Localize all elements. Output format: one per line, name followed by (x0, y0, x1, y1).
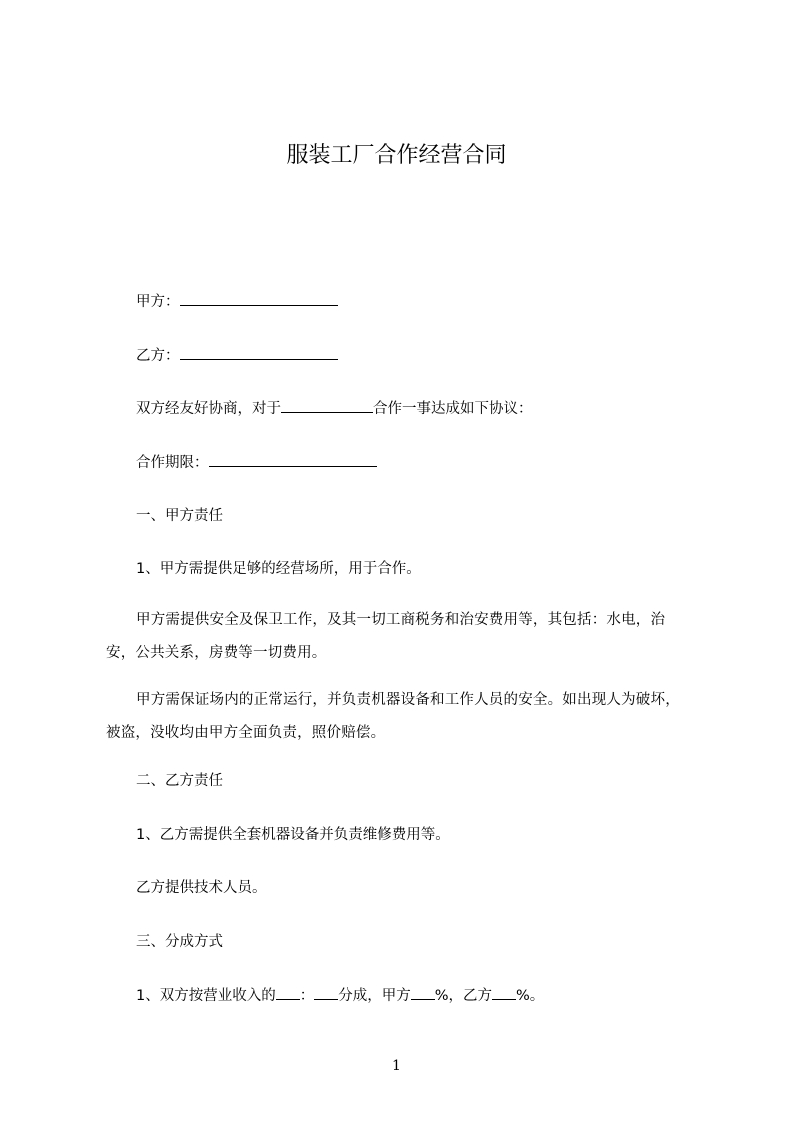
revenue-share-text-a: 1、双方按营业收入的 (136, 988, 276, 1004)
section-1-item-1: 1、甲方需提供足够的经营场所，用于合作。 (136, 561, 421, 577)
section-1-paragraph-2: 甲方需提供安全及保卫工作，及其一切工商税务和治安费用等，其包括：水电，治安，公共关系，房费等一切费用。 (106, 612, 666, 661)
revenue-basis-blank[interactable] (276, 985, 300, 1000)
party-b-percent-blank[interactable] (492, 985, 516, 1000)
section-2-item-2: 乙方提供技术人员。 (136, 880, 267, 896)
section-2-item-1: 1、乙方需提供全套机器设备并负责维修费用等。 (136, 827, 450, 843)
agreement-line (136, 398, 533, 419)
section-3-item-1 (136, 985, 544, 1006)
party-a-label: 甲方： (136, 294, 180, 310)
document-title: 服装工厂合作经营合同 (286, 143, 507, 168)
page-number: 1 (392, 1058, 401, 1074)
revenue-share-text-c: 分成，甲方 (338, 988, 411, 1004)
party-a-line (136, 291, 338, 312)
revenue-share-text-b: ： (299, 988, 315, 1004)
party-a-blank[interactable] (180, 291, 338, 306)
section-2-heading: 二、乙方责任 (136, 773, 223, 789)
party-a-percent-blank[interactable] (411, 985, 435, 1000)
section-3-heading: 三、分成方式 (136, 934, 223, 950)
revenue-share-text-d: %，乙方 (434, 988, 493, 1004)
revenue-split-blank[interactable] (314, 985, 338, 1000)
section-1-paragraph-3: 甲方需保证场内的正常运行，并负责机器设备和工作人员的安全。如出现人为破坏，被盗，没收均由甲方全面负责，照价赔偿。 (106, 692, 680, 741)
agreement-text-after: 合作一事达成如下协议： (373, 401, 533, 417)
party-b-blank[interactable] (180, 345, 338, 360)
section-1-heading: 一、甲方责任 (136, 508, 223, 524)
party-b-line (136, 345, 338, 366)
term-blank[interactable] (209, 452, 377, 467)
agreement-text-before: 双方经友好协商，对于 (136, 401, 281, 417)
party-b-label: 乙方： (136, 348, 180, 364)
term-label: 合作期限： (136, 455, 209, 471)
revenue-share-text-e: %。 (516, 988, 545, 1004)
agreement-subject-blank[interactable] (281, 398, 373, 413)
term-line (136, 452, 377, 473)
